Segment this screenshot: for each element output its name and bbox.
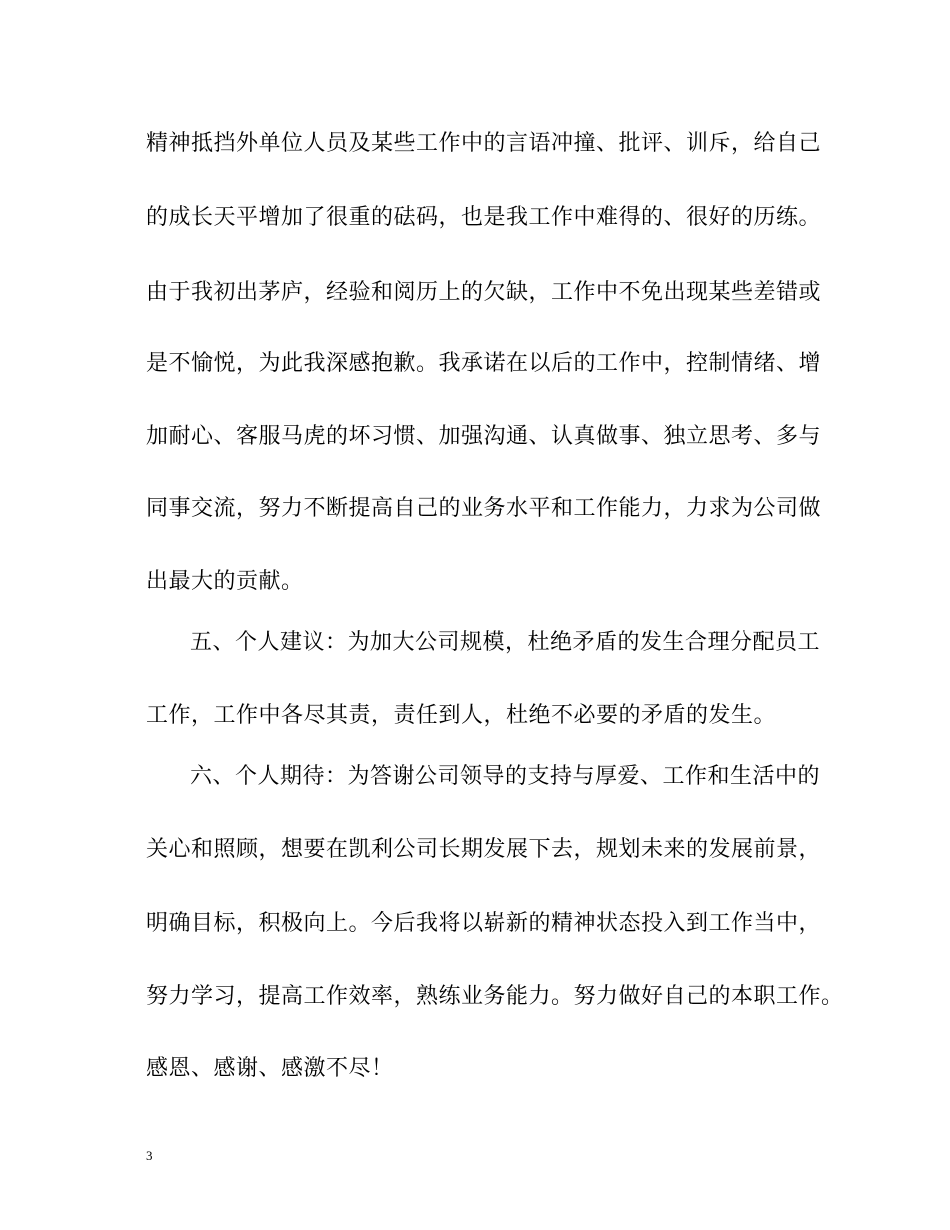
paragraph-line: 的成长天平增加了很重的砝码，也是我工作中难得的、很好的历练。 [146, 205, 822, 230]
closing-line: 感恩、感谢、感激不尽！ [146, 1056, 394, 1081]
page-number: 3 [146, 1148, 153, 1163]
paragraph-line: 关心和照顾，想要在凯利公司长期发展下去，规划未来的发展前景， [146, 837, 822, 862]
paragraph-line: 精神抵挡外单位人员及某些工作中的言语冲撞、批评、训斥，给自己 [146, 131, 822, 156]
section-six-heading-line: 六、个人期待：为答谢公司领导的支持与厚爱、工作和生活中的 [190, 764, 821, 789]
paragraph-line: 出最大的贡献。 [146, 569, 304, 594]
paragraph-line: 由于我初出茅庐，经验和阅历上的欠缺，工作中不免出现某些差错或 [146, 280, 822, 305]
paragraph-line: 加耐心、客服马虎的坏习惯、加强沟通、认真做事、独立思考、多与 [146, 424, 822, 449]
paragraph-line: 努力学习，提高工作效率，熟练业务能力。努力做好自己的本职工作。 [146, 984, 844, 1009]
paragraph-line: 是不愉悦，为此我深感抱歉。我承诺在以后的工作中，控制情绪、增 [146, 351, 822, 376]
paragraph-line: 工作，工作中各尽其责，责任到人，杜绝不必要的矛盾的发生。 [146, 703, 777, 728]
section-five-heading-line: 五、个人建议：为加大公司规模，杜绝矛盾的发生合理分配员工 [190, 630, 821, 655]
paragraph-line: 同事交流，努力不断提高自己的业务水平和工作能力，力求为公司做 [146, 496, 822, 521]
paragraph-line: 明确目标，积极向上。今后我将以崭新的精神状态投入到工作当中， [146, 911, 822, 936]
